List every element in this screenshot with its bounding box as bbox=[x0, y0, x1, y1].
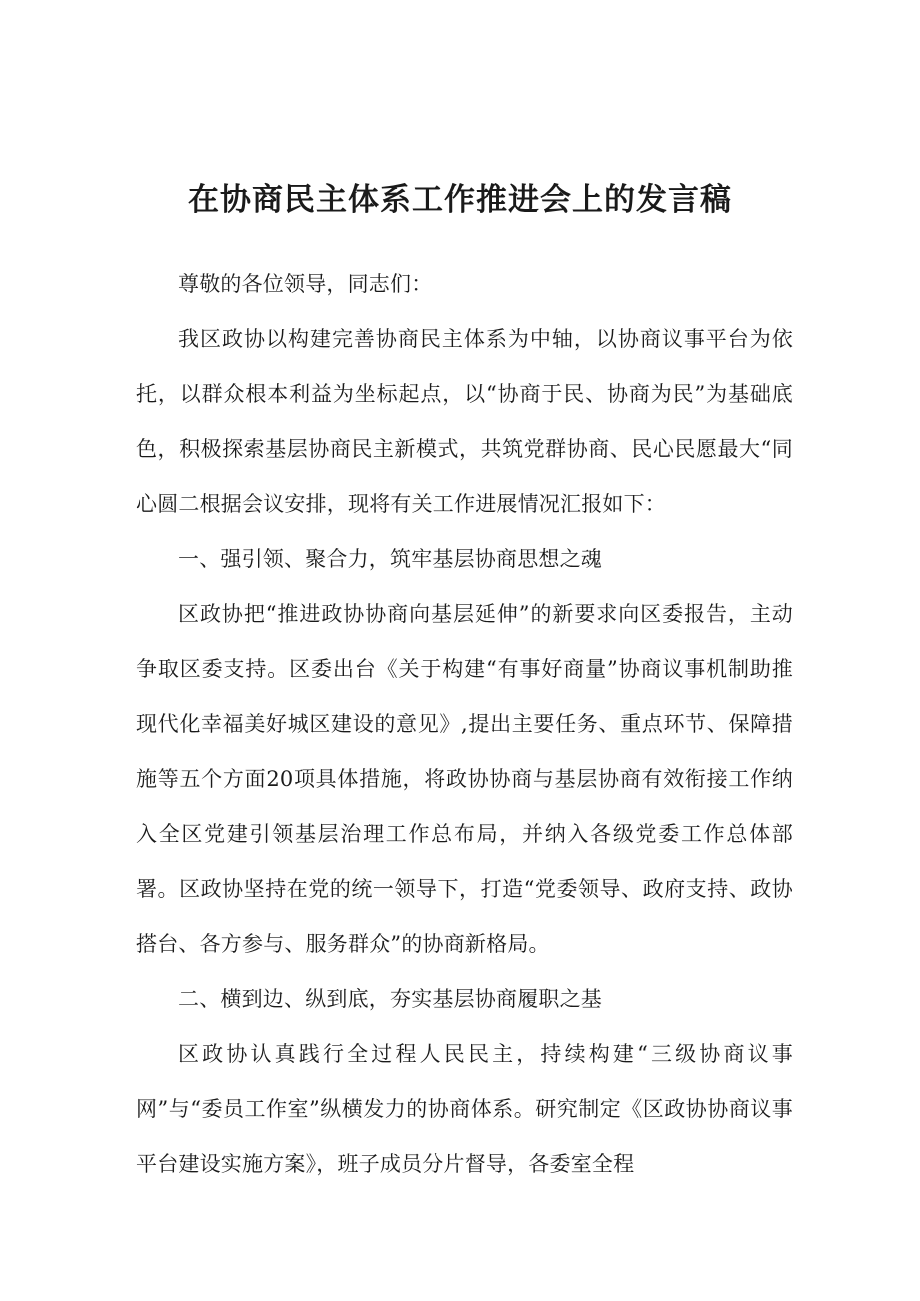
paragraph-section-1: 区政协把“推进政协协商向基层延伸”的新要求向区委报告，主动争取区委支持。区委出台《关于构建“有事好商量”协商议事机制助推现代化幸福美好城区建设的意见》,提出主要任务、重点环节、保障措施等五个方面20项具体措施，将政协协商与基层协商有效衔接工作纳入全区党建引领基层治理工作总布局，并纳入各级党委工作总体部署。区政协坚持在党的统一领导下，打造“党委领导、政府支持、政协搭台、各方参与、服务群众”的协商新格局。 bbox=[136, 602, 793, 956]
section-heading-2: 二、横到边、纵到底，夯实基层协商履职之基 bbox=[178, 987, 602, 1011]
salutation: 尊敬的各位领导，同志们： bbox=[178, 272, 433, 296]
section-heading-1: 一、强引领、聚合力，筑牢基层协商思想之魂 bbox=[178, 547, 602, 571]
paragraph-intro: 我区政协以构建完善协商民主体系为中轴，以协商议事平台为依托，以群众根本利益为坐标起点，以“协商于民、协商为民”为基础底色，积极探索基层协商民主新模式，共筑党群协商、民心民愿最大“同心圆二根据会议安排，现将有关工作进展情况汇报如下： bbox=[136, 327, 793, 516]
paragraph-section-2: 区政协认真践行全过程人民民主，持续构建“三级协商议事网”与“委员工作室”纵横发力的协商体系。研究制定《区政协协商议事平台建设实施方案》，班子成员分片督导，各委室全程 bbox=[136, 1042, 793, 1176]
document-body bbox=[136, 257, 793, 1192]
document-title: 在协商民主体系工作推进会上的发言稿 bbox=[188, 182, 732, 218]
